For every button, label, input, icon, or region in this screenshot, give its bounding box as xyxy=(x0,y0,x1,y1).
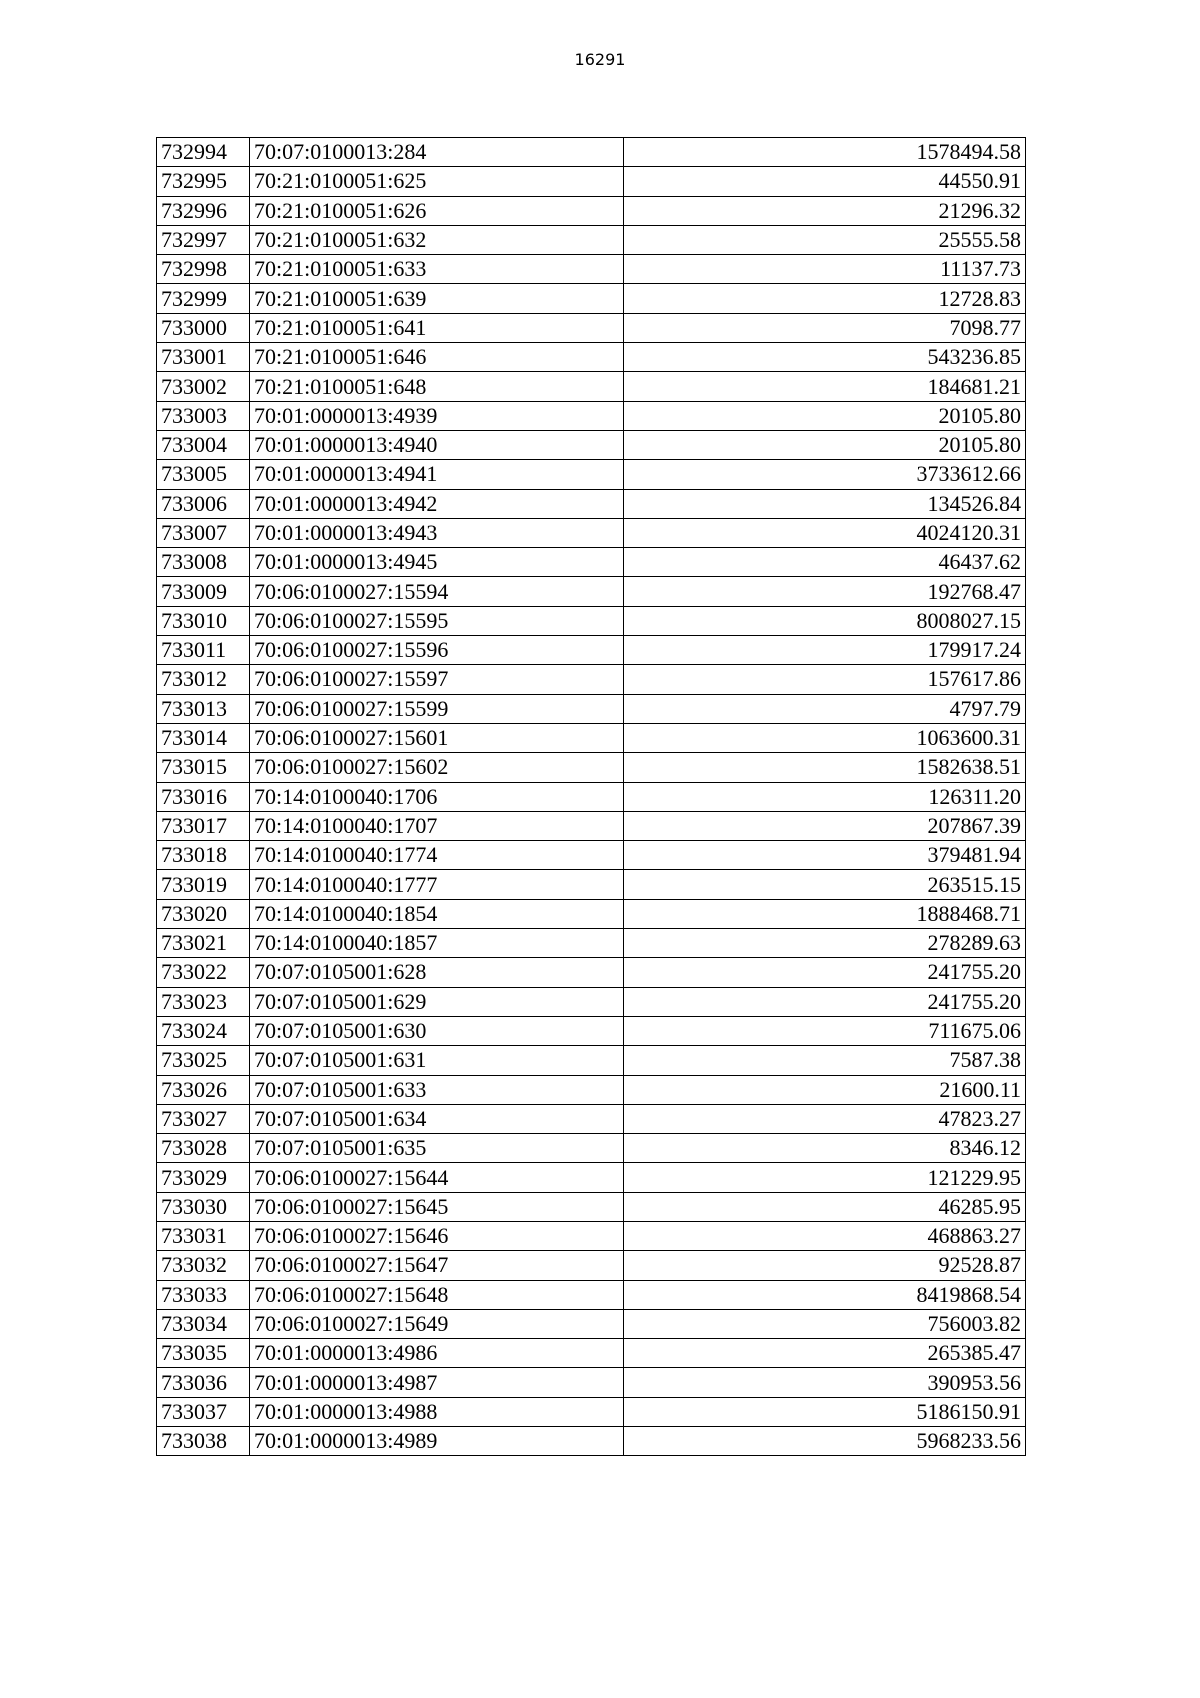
table-row xyxy=(157,430,1026,459)
table-row xyxy=(157,899,1026,928)
cadastral-number-cell: 70:21:0100051:646 xyxy=(250,343,624,372)
cadastral-number-cell: 70:06:0100027:15595 xyxy=(250,606,624,635)
cadastral-number-cell: 70:07:0105001:631 xyxy=(250,1046,624,1075)
cadastral-value-cell: 7098.77 xyxy=(624,313,1026,342)
cadastral-number-cell: 70:06:0100027:15602 xyxy=(250,753,624,782)
row-number-cell: 733011 xyxy=(157,636,250,665)
cadastral-value-cell: 711675.06 xyxy=(624,1016,1026,1045)
cadastral-number-cell: 70:06:0100027:15648 xyxy=(250,1280,624,1309)
cadastral-number-cell: 70:01:0000013:4989 xyxy=(250,1427,624,1456)
table-row xyxy=(157,1309,1026,1338)
cadastral-value-cell: 543236.85 xyxy=(624,343,1026,372)
table-row xyxy=(157,958,1026,987)
cadastral-value-cell: 7587.38 xyxy=(624,1046,1026,1075)
row-number-cell: 733014 xyxy=(157,723,250,752)
cadastral-value-cell: 157617.86 xyxy=(624,665,1026,694)
table-row xyxy=(157,1427,1026,1456)
row-number-cell: 733015 xyxy=(157,753,250,782)
cadastral-number-cell: 70:06:0100027:15594 xyxy=(250,577,624,606)
table-row xyxy=(157,1339,1026,1368)
table-row xyxy=(157,782,1026,811)
row-number-cell: 733013 xyxy=(157,694,250,723)
table-row xyxy=(157,753,1026,782)
cadastral-number-cell: 70:21:0100051:626 xyxy=(250,196,624,225)
table-row xyxy=(157,1368,1026,1397)
cadastral-number-cell: 70:06:0100027:15601 xyxy=(250,723,624,752)
row-number-cell: 733021 xyxy=(157,929,250,958)
cadastral-value-cell: 12728.83 xyxy=(624,284,1026,313)
cadastral-number-cell: 70:07:0100013:284 xyxy=(250,138,624,167)
cadastral-number-cell: 70:01:0000013:4986 xyxy=(250,1339,624,1368)
cadastral-value-cell: 92528.87 xyxy=(624,1251,1026,1280)
row-number-cell: 733026 xyxy=(157,1075,250,1104)
cadastral-number-cell: 70:01:0000013:4939 xyxy=(250,401,624,430)
table-row xyxy=(157,1134,1026,1163)
row-number-cell: 732994 xyxy=(157,138,250,167)
cadastral-value-cell: 241755.20 xyxy=(624,958,1026,987)
cadastral-value-cell: 8346.12 xyxy=(624,1134,1026,1163)
table-row xyxy=(157,489,1026,518)
cadastral-value-cell: 263515.15 xyxy=(624,870,1026,899)
row-number-cell: 733004 xyxy=(157,430,250,459)
cadastral-value-cell: 265385.47 xyxy=(624,1339,1026,1368)
table-row xyxy=(157,606,1026,635)
cadastral-value-cell: 121229.95 xyxy=(624,1163,1026,1192)
row-number-cell: 733003 xyxy=(157,401,250,430)
cadastral-number-cell: 70:14:0100040:1707 xyxy=(250,811,624,840)
row-number-cell: 733016 xyxy=(157,782,250,811)
row-number-cell: 733024 xyxy=(157,1016,250,1045)
cadastral-number-cell: 70:14:0100040:1777 xyxy=(250,870,624,899)
cadastral-value-table xyxy=(156,137,1026,1456)
row-number-cell: 733009 xyxy=(157,577,250,606)
cadastral-number-cell: 70:06:0100027:15647 xyxy=(250,1251,624,1280)
cadastral-number-cell: 70:01:0000013:4940 xyxy=(250,430,624,459)
cadastral-value-cell: 468863.27 xyxy=(624,1221,1026,1250)
page-number: 16291 xyxy=(574,50,626,69)
row-number-cell: 733023 xyxy=(157,987,250,1016)
row-number-cell: 733001 xyxy=(157,343,250,372)
cadastral-number-cell: 70:21:0100051:641 xyxy=(250,313,624,342)
cadastral-number-cell: 70:14:0100040:1774 xyxy=(250,841,624,870)
row-number-cell: 733018 xyxy=(157,841,250,870)
cadastral-value-cell: 3733612.66 xyxy=(624,460,1026,489)
row-number-cell: 733038 xyxy=(157,1427,250,1456)
cadastral-value-cell: 390953.56 xyxy=(624,1368,1026,1397)
cadastral-number-cell: 70:06:0100027:15597 xyxy=(250,665,624,694)
cadastral-value-cell: 8419868.54 xyxy=(624,1280,1026,1309)
cadastral-number-cell: 70:07:0105001:634 xyxy=(250,1104,624,1133)
table-row xyxy=(157,372,1026,401)
table-row xyxy=(157,1251,1026,1280)
table-row xyxy=(157,138,1026,167)
table-row xyxy=(157,636,1026,665)
cadastral-number-cell: 70:14:0100040:1857 xyxy=(250,929,624,958)
cadastral-number-cell: 70:21:0100051:625 xyxy=(250,167,624,196)
row-number-cell: 733000 xyxy=(157,313,250,342)
row-number-cell: 733010 xyxy=(157,606,250,635)
cadastral-number-cell: 70:01:0000013:4945 xyxy=(250,548,624,577)
cadastral-number-cell: 70:21:0100051:632 xyxy=(250,225,624,254)
row-number-cell: 733034 xyxy=(157,1309,250,1338)
table-row xyxy=(157,870,1026,899)
table-row xyxy=(157,313,1026,342)
cadastral-value-cell: 1063600.31 xyxy=(624,723,1026,752)
row-number-cell: 733027 xyxy=(157,1104,250,1133)
row-number-cell: 733029 xyxy=(157,1163,250,1192)
row-number-cell: 733031 xyxy=(157,1221,250,1250)
row-number-cell: 732999 xyxy=(157,284,250,313)
cadastral-value-cell: 756003.82 xyxy=(624,1309,1026,1338)
cadastral-number-cell: 70:06:0100027:15646 xyxy=(250,1221,624,1250)
cadastral-value-cell: 126311.20 xyxy=(624,782,1026,811)
table-row xyxy=(157,1163,1026,1192)
table-row xyxy=(157,811,1026,840)
cadastral-value-cell: 134526.84 xyxy=(624,489,1026,518)
cadastral-value-cell: 8008027.15 xyxy=(624,606,1026,635)
table-row xyxy=(157,167,1026,196)
cadastral-number-cell: 70:06:0100027:15649 xyxy=(250,1309,624,1338)
table-row xyxy=(157,929,1026,958)
cadastral-number-cell: 70:06:0100027:15599 xyxy=(250,694,624,723)
cadastral-value-cell: 1578494.58 xyxy=(624,138,1026,167)
row-number-cell: 732997 xyxy=(157,225,250,254)
cadastral-value-cell: 25555.58 xyxy=(624,225,1026,254)
cadastral-value-cell: 278289.63 xyxy=(624,929,1026,958)
row-number-cell: 733019 xyxy=(157,870,250,899)
cadastral-number-cell: 70:21:0100051:648 xyxy=(250,372,624,401)
row-number-cell: 733035 xyxy=(157,1339,250,1368)
row-number-cell: 733002 xyxy=(157,372,250,401)
table-row xyxy=(157,1280,1026,1309)
table-row xyxy=(157,1075,1026,1104)
table-row xyxy=(157,1221,1026,1250)
cadastral-number-cell: 70:07:0105001:628 xyxy=(250,958,624,987)
row-number-cell: 733028 xyxy=(157,1134,250,1163)
row-number-cell: 733007 xyxy=(157,518,250,547)
table-row xyxy=(157,255,1026,284)
cadastral-value-cell: 379481.94 xyxy=(624,841,1026,870)
cadastral-number-cell: 70:21:0100051:639 xyxy=(250,284,624,313)
cadastral-value-cell: 47823.27 xyxy=(624,1104,1026,1133)
row-number-cell: 733032 xyxy=(157,1251,250,1280)
cadastral-value-cell: 5968233.56 xyxy=(624,1427,1026,1456)
cadastral-value-cell: 179917.24 xyxy=(624,636,1026,665)
row-number-cell: 733020 xyxy=(157,899,250,928)
row-number-cell: 732998 xyxy=(157,255,250,284)
cadastral-value-cell: 46285.95 xyxy=(624,1192,1026,1221)
table-row xyxy=(157,548,1026,577)
table-row xyxy=(157,987,1026,1016)
cadastral-number-cell: 70:14:0100040:1854 xyxy=(250,899,624,928)
row-number-cell: 732996 xyxy=(157,196,250,225)
table-body xyxy=(157,138,1026,1456)
cadastral-value-cell: 4024120.31 xyxy=(624,518,1026,547)
row-number-cell: 733036 xyxy=(157,1368,250,1397)
cadastral-number-cell: 70:01:0000013:4942 xyxy=(250,489,624,518)
cadastral-value-cell: 207867.39 xyxy=(624,811,1026,840)
cadastral-number-cell: 70:01:0000013:4987 xyxy=(250,1368,624,1397)
table-row xyxy=(157,577,1026,606)
cadastral-value-cell: 20105.80 xyxy=(624,401,1026,430)
table-row xyxy=(157,1192,1026,1221)
cadastral-value-cell: 5186150.91 xyxy=(624,1397,1026,1426)
row-number-cell: 733006 xyxy=(157,489,250,518)
table-row xyxy=(157,1016,1026,1045)
cadastral-number-cell: 70:07:0105001:635 xyxy=(250,1134,624,1163)
row-number-cell: 733033 xyxy=(157,1280,250,1309)
table-row xyxy=(157,518,1026,547)
cadastral-number-cell: 70:01:0000013:4941 xyxy=(250,460,624,489)
table-row xyxy=(157,1397,1026,1426)
table-row xyxy=(157,723,1026,752)
cadastral-value-cell: 20105.80 xyxy=(624,430,1026,459)
cadastral-number-cell: 70:06:0100027:15644 xyxy=(250,1163,624,1192)
row-number-cell: 733022 xyxy=(157,958,250,987)
table-row xyxy=(157,225,1026,254)
cadastral-number-cell: 70:01:0000013:4988 xyxy=(250,1397,624,1426)
cadastral-number-cell: 70:07:0105001:629 xyxy=(250,987,624,1016)
cadastral-number-cell: 70:21:0100051:633 xyxy=(250,255,624,284)
cadastral-value-cell: 21296.32 xyxy=(624,196,1026,225)
table-row xyxy=(157,343,1026,372)
row-number-cell: 733030 xyxy=(157,1192,250,1221)
row-number-cell: 733025 xyxy=(157,1046,250,1075)
cadastral-number-cell: 70:06:0100027:15645 xyxy=(250,1192,624,1221)
table-row xyxy=(157,284,1026,313)
table-row xyxy=(157,196,1026,225)
cadastral-value-cell: 192768.47 xyxy=(624,577,1026,606)
table-row xyxy=(157,401,1026,430)
row-number-cell: 733012 xyxy=(157,665,250,694)
row-number-cell: 732995 xyxy=(157,167,250,196)
row-number-cell: 733017 xyxy=(157,811,250,840)
table-row xyxy=(157,1104,1026,1133)
cadastral-value-cell: 4797.79 xyxy=(624,694,1026,723)
table-row xyxy=(157,460,1026,489)
cadastral-number-cell: 70:07:0105001:630 xyxy=(250,1016,624,1045)
cadastral-value-cell: 184681.21 xyxy=(624,372,1026,401)
table-row xyxy=(157,841,1026,870)
table-row xyxy=(157,1046,1026,1075)
table-row xyxy=(157,694,1026,723)
cadastral-value-cell: 44550.91 xyxy=(624,167,1026,196)
cadastral-value-cell: 241755.20 xyxy=(624,987,1026,1016)
cadastral-value-cell: 11137.73 xyxy=(624,255,1026,284)
cadastral-value-cell: 1888468.71 xyxy=(624,899,1026,928)
cadastral-value-cell: 1582638.51 xyxy=(624,753,1026,782)
cadastral-number-cell: 70:01:0000013:4943 xyxy=(250,518,624,547)
cadastral-number-cell: 70:07:0105001:633 xyxy=(250,1075,624,1104)
row-number-cell: 733037 xyxy=(157,1397,250,1426)
cadastral-value-cell: 21600.11 xyxy=(624,1075,1026,1104)
cadastral-number-cell: 70:14:0100040:1706 xyxy=(250,782,624,811)
cadastral-value-cell: 46437.62 xyxy=(624,548,1026,577)
row-number-cell: 733008 xyxy=(157,548,250,577)
table-row xyxy=(157,665,1026,694)
cadastral-number-cell: 70:06:0100027:15596 xyxy=(250,636,624,665)
row-number-cell: 733005 xyxy=(157,460,250,489)
